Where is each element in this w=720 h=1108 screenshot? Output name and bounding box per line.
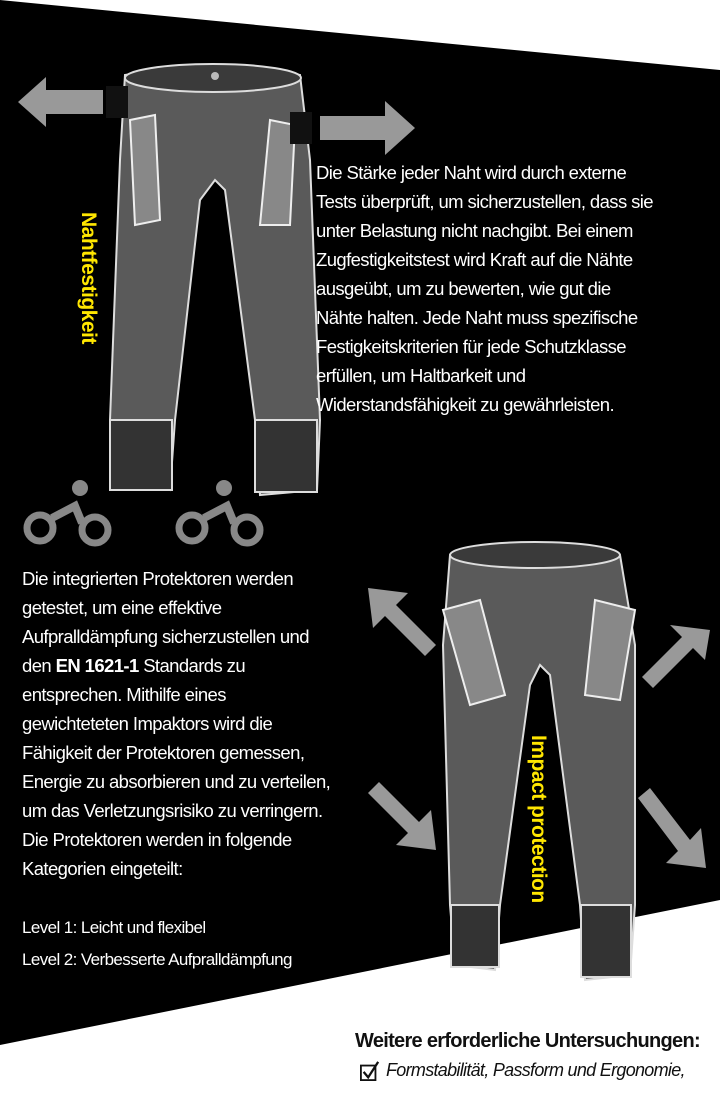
text-line: ausgeübt, um zu bewerten, wie gut die — [316, 278, 611, 299]
seam-strength-label: Nahtfestigkeit — [77, 212, 100, 344]
impact-arrow-icon — [638, 778, 708, 873]
impact-arrow-icon — [640, 620, 710, 690]
text-line — [22, 651, 330, 680]
text-line: entsprechen. Mithilfe eines — [22, 684, 226, 705]
text-fragment: den — [22, 655, 56, 676]
text-line: Aufpralldämpfung sicherzustellen und — [22, 626, 309, 647]
text-line: Nähte halten. Jede Naht muss spezifische — [316, 307, 638, 328]
arrow-left-icon — [18, 72, 128, 132]
further-tests-title: Weitere erforderliche Untersuchungen: — [355, 1030, 700, 1052]
text-line: Energie zu absorbieren und zu verteilen, — [22, 771, 331, 792]
seam-strength-description — [316, 158, 653, 419]
text-line: Die integrierten Protektoren werden — [22, 568, 294, 589]
text-line: unter Belastung nicht nachgibt. Bei einem — [316, 220, 633, 241]
impact-protection-label: Impact protection — [527, 735, 550, 903]
checkbox-checked-icon — [360, 1061, 380, 1081]
impact-arrow-icon — [368, 782, 438, 852]
text-line: um das Verletzungsrisiko zu verringern. — [22, 800, 323, 821]
arrow-right-icon — [290, 98, 415, 158]
text-line: Die Protektoren werden in folgende — [22, 829, 292, 850]
level-item: Level 2: Verbesserte Aufpralldämpfung — [22, 950, 292, 969]
text-line: Die Stärke jeder Naht wird durch externe — [316, 162, 627, 183]
impact-protection-description — [22, 564, 330, 883]
text-line: Zugfestigkeitstest wird Kraft auf die Nähte — [316, 249, 633, 270]
further-tests-text: Formstabilität, Passform und Ergonomie, — [386, 1060, 685, 1080]
text-line: gewichteteten Impaktors wird die — [22, 713, 273, 734]
text-line: Widerstandsfähigkeit zu gewährleisten. — [316, 394, 615, 415]
text-line: Festigkeitskriterien für jede Schutzklasse — [316, 336, 626, 357]
text-line: Tests überprüft, um sicherzustellen, dass sie — [316, 191, 653, 212]
text-line: Kategorien eingeteilt: — [22, 858, 183, 879]
text-line: getestet, um eine effektive — [22, 597, 222, 618]
further-tests-item — [360, 1060, 685, 1081]
standard-name: EN 1621-1 — [55, 655, 139, 676]
text-line: Fähigkeit der Protektoren gemessen, — [22, 742, 305, 763]
level-item: Level 1: Leicht und flexibel — [22, 918, 206, 937]
text-line: erfüllen, um Haltbarkeit und — [316, 365, 526, 386]
impact-arrow-icon — [368, 588, 438, 658]
text-fragment: Standards zu — [138, 655, 246, 676]
motorcycle-icon — [20, 478, 115, 550]
protection-levels — [22, 912, 292, 976]
motorcycle-icon — [172, 478, 267, 550]
